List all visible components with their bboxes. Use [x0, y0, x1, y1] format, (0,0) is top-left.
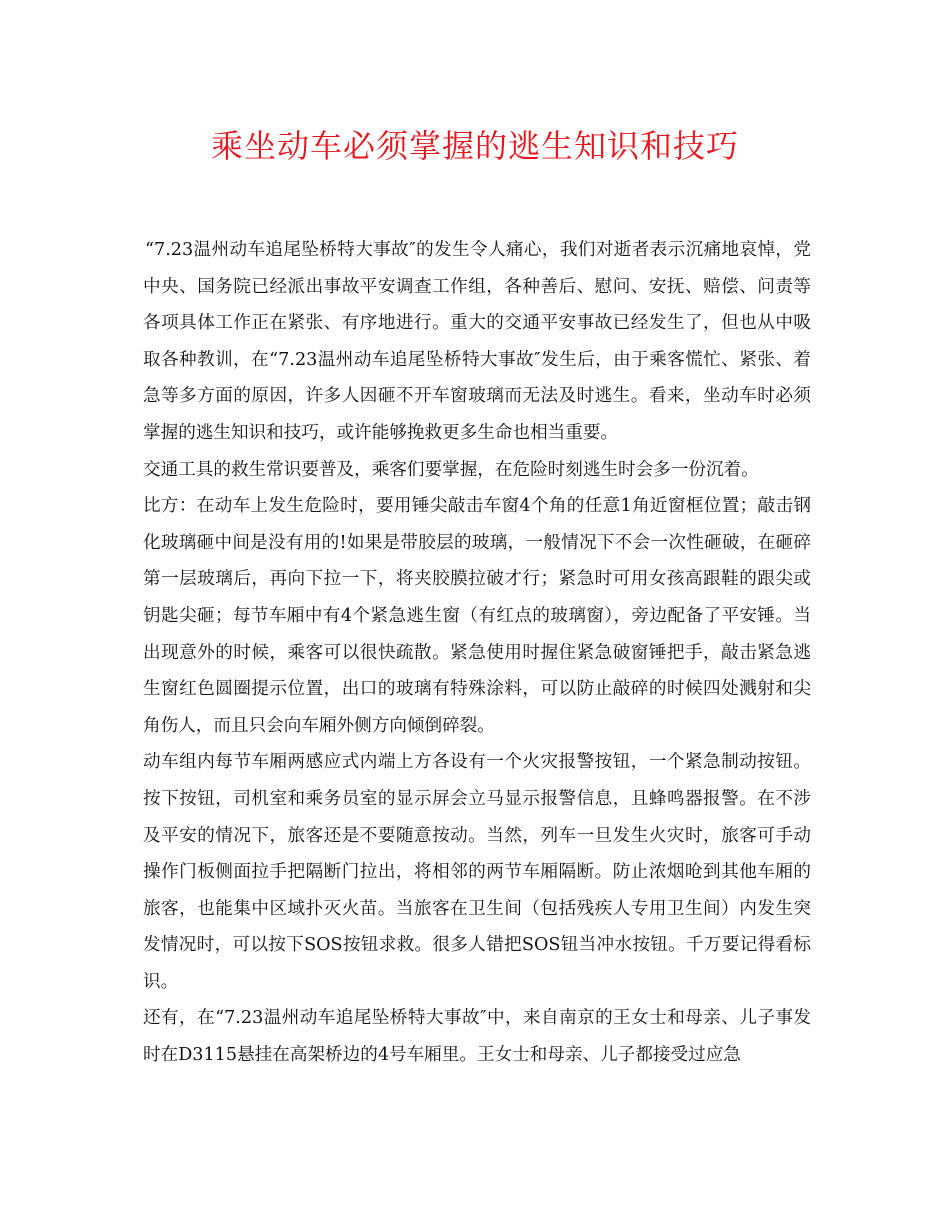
paragraph-intro: “7.23温州动车追尾坠桥特大事故″的发生令人痛心，我们对逝者表示沉痛地哀悼，党中央、国务院已经派出事故平安调查工作组，各种善后、慰问、安抚、赔偿、问责等各项具体工作正在紧张、有序地进行。重大的交通平安事故已经发生了，但也从中吸取各种教训，在“7.23温州动车追尾坠桥特大事故″发生后，由于乘客慌忙、紧张、着急等多方面的原因，许多人因砸不开车窗玻璃而无法及时逃生。看来，坐动车时必须掌握的逃生知识和技巧，或许能够挽救更多生命也相当重要。 — [143, 240, 811, 443]
paragraph-passenger-story: 还有，在“7.23温州动车追尾坠桥特大事故″中，来自南京的王女士和母亲、儿子事发时在D3115悬挂在高架桥边的4号车厢里。王女士和母亲、儿子都接受过应急 — [143, 1008, 811, 1066]
document-title: 乘坐动车必须掌握的逃生知识和技巧 — [210, 127, 739, 165]
paragraph-window-breaking: 比方：在动车上发生危险时，要用锤尖敲击车窗4个角的任意1角近窗框位置；敲击钢化玻璃砸中间是没有用的!如果是带胶层的玻璃，一般情况下不会一次性砸破，在砸碎第一层玻璃后，再向下拉一下，将夹胶膜拉破才行；紧急时可用女孩高跟鞋的跟尖或钥匙尖砸；每节车厢中有4个紧急逃生窗（有红点的玻璃窗），旁边配备了平安锤。当出现意外的时候，乘客可以很快疏散。紧急使用时握住紧急破窗锤把手，敲击紧急逃生窗红色圆圈提示位置，出口的玻璃有特殊涂料，可以防止敲碎的时候四处溅射和尖角伤人，而且只会向车厢外侧方向倾倒碎裂。 — [143, 496, 811, 736]
document-body — [143, 232, 811, 1074]
paragraph-rescue-knowledge: 交通工具的救生常识要普及，乘客们要掌握，在危险时刻逃生时会多一份沉着。 — [143, 459, 759, 480]
paragraph-alarm-buttons: 动车组内每节车厢两感应式内端上方各设有一个火灾报警按钮，一个紧急制动按钮。按下按钮，司机室和乘务员室的显示屏会立马显示报警信息，且蜂鸣器报警。在不涉及平安的情况下，旅客还是不要随意按动。当然，列车一旦发生火灾时，旅客可手动操作门板侧面拉手把隔断门拉出，将相邻的两节车厢隔断。防止浓烟呛到其他车厢的旅客，也能集中区域扑灭火苗。当旅客在卫生间（包括残疾人专用卫生间）内发生突发情况时，可以按下SOS按钮求救。很多人错把SOS钮当冲水按钮。千万要记得看标识。 — [143, 752, 811, 992]
